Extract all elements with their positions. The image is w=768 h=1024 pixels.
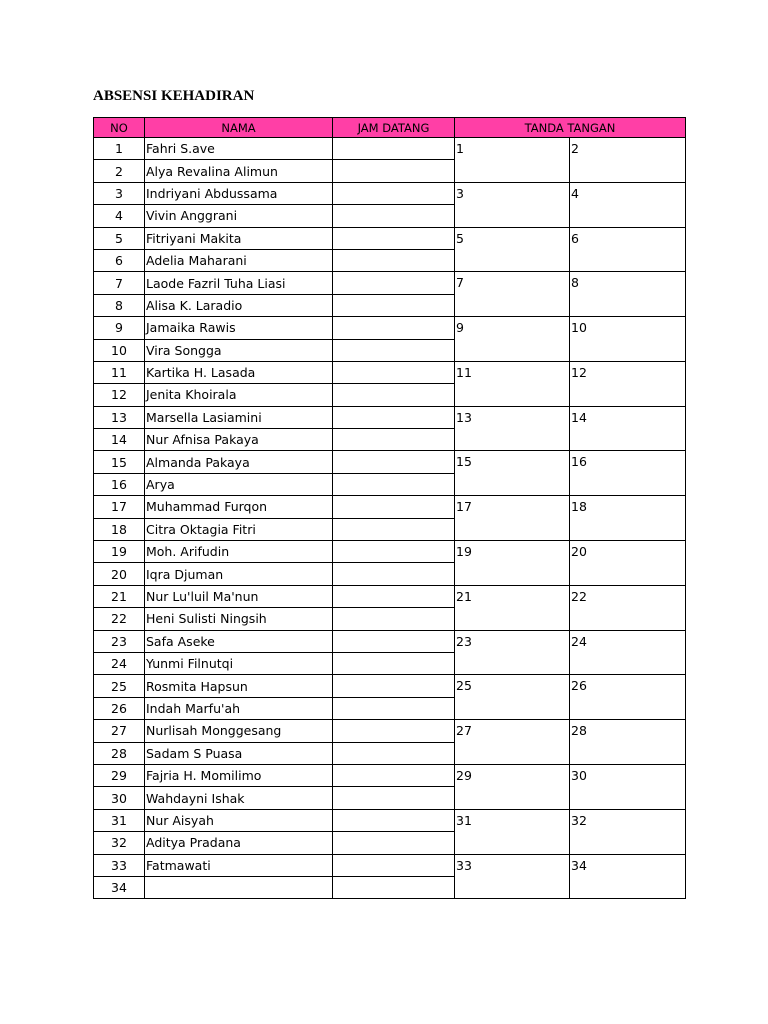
table-row [94, 182, 686, 204]
signature-cell-right[interactable]: 32 [570, 809, 686, 854]
student-name: Vira Songga [145, 339, 333, 361]
student-name: Indah Marfu'ah [145, 697, 333, 719]
student-name: Citra Oktagia Fitri [145, 518, 333, 540]
row-number: 1 [94, 138, 145, 160]
student-name: Kartika H. Lasada [145, 361, 333, 383]
signature-cell-right[interactable]: 12 [570, 361, 686, 406]
row-number: 17 [94, 496, 145, 518]
student-name: Alisa K. Laradio [145, 294, 333, 316]
signature-cell-right[interactable]: 30 [570, 764, 686, 809]
jam-datang-cell[interactable] [333, 249, 455, 271]
row-number: 2 [94, 160, 145, 182]
student-name: Alya Revalina Alimun [145, 160, 333, 182]
header-row [94, 118, 686, 138]
student-name: Fatmawati [145, 854, 333, 876]
student-name: Vivin Anggrani [145, 205, 333, 227]
jam-datang-cell[interactable] [333, 294, 455, 316]
signature-cell-right[interactable]: 26 [570, 675, 686, 720]
jam-datang-cell[interactable] [333, 451, 455, 473]
jam-datang-cell[interactable] [333, 182, 455, 204]
table-row [94, 361, 686, 383]
jam-datang-cell[interactable] [333, 138, 455, 160]
jam-datang-cell[interactable] [333, 160, 455, 182]
student-name: Fahri S.ave [145, 138, 333, 160]
row-number: 21 [94, 585, 145, 607]
signature-cell-right[interactable]: 20 [570, 541, 686, 586]
jam-datang-cell[interactable] [333, 809, 455, 831]
jam-datang-cell[interactable] [333, 473, 455, 495]
signature-cell-left[interactable]: 5 [455, 227, 570, 272]
student-name: Nur Lu'luil Ma'nun [145, 585, 333, 607]
signature-cell-right[interactable]: 10 [570, 317, 686, 362]
row-number: 9 [94, 317, 145, 339]
jam-datang-cell[interactable] [333, 384, 455, 406]
signature-cell-right[interactable]: 2 [570, 138, 686, 183]
header-no: NO [94, 118, 145, 138]
row-number: 19 [94, 541, 145, 563]
row-number: 3 [94, 182, 145, 204]
table-row [94, 406, 686, 428]
row-number: 5 [94, 227, 145, 249]
page-title: ABSENSI KEHADIRAN [93, 88, 255, 104]
student-name: Almanda Pakaya [145, 451, 333, 473]
row-number: 7 [94, 272, 145, 294]
student-name: Nur Aisyah [145, 809, 333, 831]
jam-datang-cell[interactable] [333, 787, 455, 809]
row-number: 32 [94, 832, 145, 854]
signature-cell-left[interactable]: 11 [455, 361, 570, 406]
row-number: 29 [94, 764, 145, 786]
jam-datang-cell[interactable] [333, 227, 455, 249]
student-name: Wahdayni Ishak [145, 787, 333, 809]
signature-cell-right[interactable]: 34 [570, 854, 686, 899]
signature-cell-left[interactable]: 21 [455, 585, 570, 630]
signature-cell-left[interactable]: 17 [455, 496, 570, 541]
row-number: 16 [94, 473, 145, 495]
student-name: Laode Fazril Tuha Liasi [145, 272, 333, 294]
row-number: 12 [94, 384, 145, 406]
jam-datang-cell[interactable] [333, 272, 455, 294]
jam-datang-cell[interactable] [333, 652, 455, 674]
student-name: Sadam S Puasa [145, 742, 333, 764]
student-name: Nurlisah Monggesang [145, 720, 333, 742]
header-tanda-tangan: TANDA TANGAN [455, 118, 686, 138]
table-row [94, 630, 686, 652]
table-row [94, 138, 686, 160]
row-number: 15 [94, 451, 145, 473]
row-number: 18 [94, 518, 145, 540]
signature-cell-left[interactable]: 15 [455, 451, 570, 496]
jam-datang-cell[interactable] [333, 406, 455, 428]
student-name: Rosmita Hapsun [145, 675, 333, 697]
signature-cell-right[interactable]: 24 [570, 630, 686, 675]
jam-datang-cell[interactable] [333, 832, 455, 854]
jam-datang-cell[interactable] [333, 541, 455, 563]
table-row [94, 854, 686, 876]
jam-datang-cell[interactable] [333, 518, 455, 540]
row-number: 22 [94, 608, 145, 630]
jam-datang-cell[interactable] [333, 317, 455, 339]
student-name: Arya [145, 473, 333, 495]
signature-cell-left[interactable]: 31 [455, 809, 570, 854]
signature-cell-left[interactable]: 19 [455, 541, 570, 586]
table-row [94, 227, 686, 249]
student-name: Iqra Djuman [145, 563, 333, 585]
signature-cell-left[interactable]: 23 [455, 630, 570, 675]
row-number: 20 [94, 563, 145, 585]
row-number: 6 [94, 249, 145, 271]
row-number: 11 [94, 361, 145, 383]
signature-cell-left[interactable]: 13 [455, 406, 570, 451]
row-number: 30 [94, 787, 145, 809]
signature-cell-right[interactable]: 16 [570, 451, 686, 496]
table-row [94, 809, 686, 831]
student-name: Muhammad Furqon [145, 496, 333, 518]
attendance-table [93, 117, 686, 899]
student-name: Fitriyani Makita [145, 227, 333, 249]
row-number: 24 [94, 652, 145, 674]
row-number: 25 [94, 675, 145, 697]
student-name: Heni Sulisti Ningsih [145, 608, 333, 630]
row-number: 8 [94, 294, 145, 316]
signature-cell-left[interactable]: 27 [455, 720, 570, 765]
table-row [94, 496, 686, 518]
student-name: Jenita Khoirala [145, 384, 333, 406]
student-name [145, 876, 333, 898]
table-row [94, 675, 686, 697]
table-row [94, 585, 686, 607]
table-row [94, 541, 686, 563]
jam-datang-cell[interactable] [333, 205, 455, 227]
row-number: 27 [94, 720, 145, 742]
jam-datang-cell[interactable] [333, 608, 455, 630]
jam-datang-cell[interactable] [333, 585, 455, 607]
jam-datang-cell[interactable] [333, 876, 455, 898]
table-row [94, 451, 686, 473]
signature-cell-right[interactable]: 6 [570, 227, 686, 272]
jam-datang-cell[interactable] [333, 697, 455, 719]
signature-cell-right[interactable]: 14 [570, 406, 686, 451]
jam-datang-cell[interactable] [333, 339, 455, 361]
jam-datang-cell[interactable] [333, 496, 455, 518]
jam-datang-cell[interactable] [333, 720, 455, 742]
row-number: 31 [94, 809, 145, 831]
jam-datang-cell[interactable] [333, 764, 455, 786]
header-nama: NAMA [145, 118, 333, 138]
row-number: 26 [94, 697, 145, 719]
header-jam-datang: JAM DATANG [333, 118, 455, 138]
student-name: Aditya Pradana [145, 832, 333, 854]
signature-cell-left[interactable]: 33 [455, 854, 570, 899]
student-name: Moh. Arifudin [145, 541, 333, 563]
jam-datang-cell[interactable] [333, 630, 455, 652]
signature-cell-left[interactable]: 1 [455, 138, 570, 183]
signature-cell-left[interactable]: 25 [455, 675, 570, 720]
signature-cell-left[interactable]: 29 [455, 764, 570, 809]
jam-datang-cell[interactable] [333, 742, 455, 764]
signature-cell-right[interactable]: 18 [570, 496, 686, 541]
signature-cell-left[interactable]: 7 [455, 272, 570, 317]
table-row [94, 764, 686, 786]
jam-datang-cell[interactable] [333, 675, 455, 697]
table-row [94, 720, 686, 742]
student-name: Adelia Maharani [145, 249, 333, 271]
student-name: Safa Aseke [145, 630, 333, 652]
signature-cell-right[interactable]: 4 [570, 182, 686, 227]
student-name: Indriyani Abdussama [145, 182, 333, 204]
signature-cell-left[interactable]: 3 [455, 182, 570, 227]
row-number: 4 [94, 205, 145, 227]
row-number: 23 [94, 630, 145, 652]
signature-cell-right[interactable]: 22 [570, 585, 686, 630]
signature-cell-right[interactable]: 8 [570, 272, 686, 317]
row-number: 13 [94, 406, 145, 428]
table-row [94, 317, 686, 339]
row-number: 14 [94, 429, 145, 451]
student-name: Jamaika Rawis [145, 317, 333, 339]
signature-cell-left[interactable]: 9 [455, 317, 570, 362]
jam-datang-cell[interactable] [333, 854, 455, 876]
row-number: 28 [94, 742, 145, 764]
student-name: Nur Afnisa Pakaya [145, 429, 333, 451]
row-number: 10 [94, 339, 145, 361]
row-number: 34 [94, 876, 145, 898]
student-name: Yunmi Filnutqi [145, 652, 333, 674]
student-name: Fajria H. Momilimo [145, 764, 333, 786]
jam-datang-cell[interactable] [333, 429, 455, 451]
jam-datang-cell[interactable] [333, 361, 455, 383]
signature-cell-right[interactable]: 28 [570, 720, 686, 765]
jam-datang-cell[interactable] [333, 563, 455, 585]
table-row [94, 272, 686, 294]
row-number: 33 [94, 854, 145, 876]
student-name: Marsella Lasiamini [145, 406, 333, 428]
